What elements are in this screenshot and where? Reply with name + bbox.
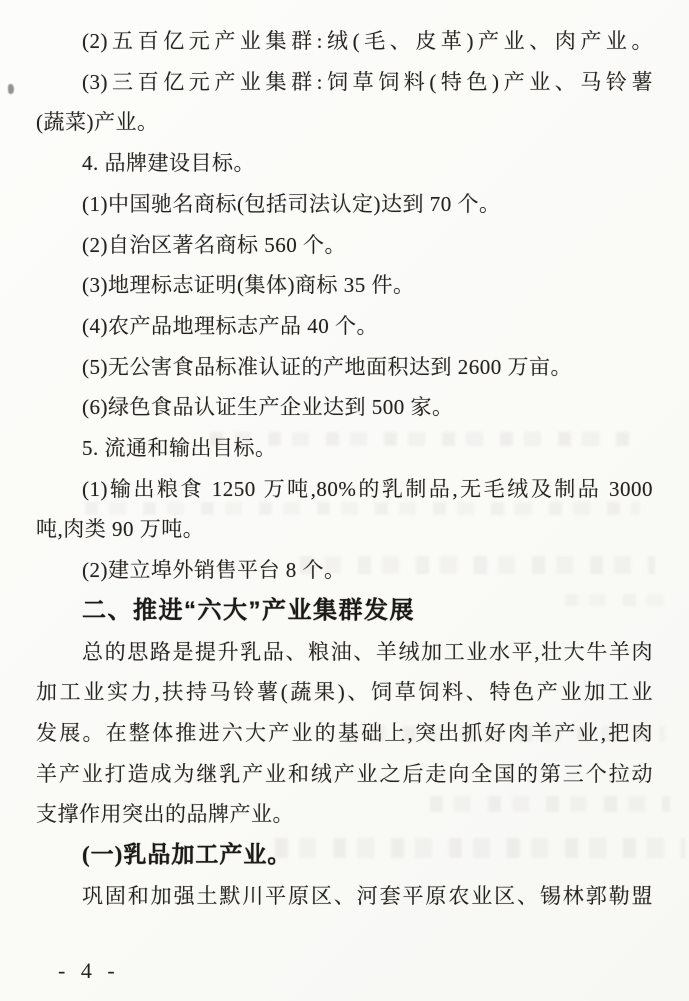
text-line: (4)农产品地理标志产品 40 个。	[82, 313, 378, 338]
text-line: (1)中国驰名商标(包括司法认定)达到 70 个。	[82, 191, 501, 216]
text-line: (3)地理标志证明(集体)商标 35 件。	[82, 273, 415, 298]
text-line: 巩固和加强土默川平原区、河套平原农业区、锡林郭勒盟	[82, 883, 653, 908]
scan-speck	[8, 84, 14, 94]
text-line: 总的思路是提升乳品、粮油、羊绒加工业水平,壮大牛羊肉	[82, 639, 653, 664]
text-line: 吨,肉类 90 万吨。	[36, 517, 205, 542]
text-line: 发展。在整体推进六大产业的基础上,突出抓好肉羊产业,把肉	[36, 720, 653, 745]
text-line: 羊产业打造成为继乳产业和绒产业之后走向全国的第三个拉动	[36, 761, 653, 786]
text-line: (2)建立埠外销售平台 8 个。	[82, 558, 346, 583]
text-line: (5)无公害食品标准认证的产地面积达到 2600 万亩。	[82, 354, 572, 379]
text-line: 5. 流通和输出目标。	[82, 436, 277, 461]
text-line: (2)五百亿元产业集群:绒(毛、皮革)产业、肉产业。	[82, 29, 653, 53]
text-line: 加工业实力,扶持马铃薯(蔬果)、饲草饲料、特色产业加工业	[36, 680, 653, 705]
text-line: 4. 品牌建设目标。	[82, 151, 255, 176]
section-heading: 二、推进“六大”产业集群发展	[82, 596, 415, 624]
text-line: (1)输出粮食 1250 万吨,80%的乳制品,无毛绒及制品 3000	[82, 476, 653, 501]
document-body	[36, 0, 653, 916]
text-line: (6)绿色食品认证生产企业达到 500 家。	[82, 395, 454, 420]
text-line: (2)自治区著名商标 560 个。	[82, 232, 346, 257]
text-line: (蔬菜)产业。	[36, 110, 159, 135]
text-line: (3)三百亿元产业集群:饲草饲料(特色)产业、马铃薯	[82, 69, 653, 94]
subsection-heading: (一)乳品加工产业。	[82, 842, 292, 868]
page-number: - 4 -	[58, 958, 120, 983]
text-line: 支撑作用突出的品牌产业。	[36, 802, 294, 827]
